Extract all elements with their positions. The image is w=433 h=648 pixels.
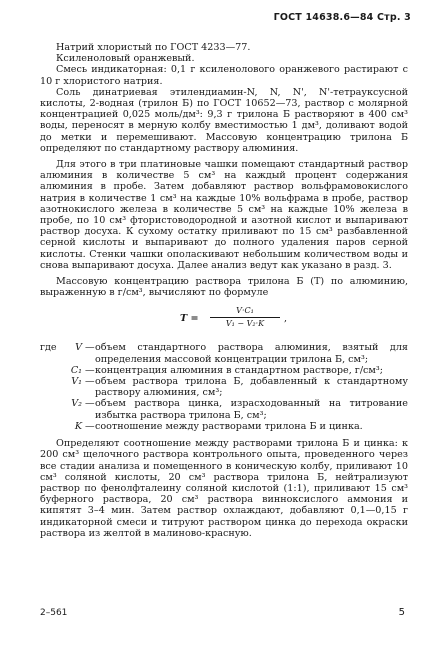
- definition-symbol: C₁: [70, 364, 82, 376]
- page-header: ГОСТ 14638.6—84 Стр. 3: [273, 12, 411, 23]
- definition-dash: —: [85, 364, 95, 376]
- formula-lhs: T =: [180, 313, 199, 325]
- definition-row: [40, 376, 408, 398]
- reagent-indicator-mixture: Смесь индикаторная: 0,1 г ксиленолового оранжевого растирают с 10 г хлористого натрия.: [40, 64, 408, 87]
- reagent-sodium-chloride: Натрий хлористый по ГОСТ 4233—77.: [56, 42, 251, 53]
- definitions-table: [40, 342, 408, 432]
- concentration-formula: [180, 305, 408, 333]
- procedure-paragraph: Для этого в три платиновые чашки помещают стандартный раствор алюминия в количестве 5 см³ на каждый процент содержания алюминия в пробе. Затем добавляют раствор вольфрамовокислого натрия в количестве 1 см³ на каждые 10% вольфрама в пробе, раствор азотнокислого железа в количестве 5 см³ на каждые 10% железа в пробе, по 10 см³ фтористоводородной и азотной кислот и выпаривают раствор досуха. К сухому остатку приливают по 15 см³ разбавленной серной кислоты и выпаривают до полного удаления паров серной кислоты. Стенки чашки ополаскивают небольшим количеством воды и снова выпаривают досуха. Далее анализ ведут как указано в разд. 3.: [40, 159, 408, 271]
- formula-tail: ,: [284, 313, 288, 325]
- footer-code: 2–561: [40, 608, 68, 618]
- definition-row: [40, 421, 408, 432]
- definition-dash: —: [85, 376, 95, 388]
- where-label: где: [40, 342, 57, 354]
- definition-text: соотношение между растворами трилона Б и цинка.: [95, 420, 363, 432]
- definition-dash: —: [85, 342, 95, 354]
- definition-symbol: V: [75, 342, 82, 354]
- definition-text: объем стандартного раствора алюминия, взятый для определения массовой концентрации трилона Б, см³;: [95, 342, 408, 365]
- reagent-trilon-b: Соль динатриевая этилендиамин-N, N, N', N'-тетрауксусной кислоты, 2-водная (трилон Б) по ГОСТ 10652—73, раствор с молярной концентрацией 0,025 моль/дм³: 9,3 г трилона Б растворяют в 400 см³ воды, переносят в мерную колбу вместимостью 1 дм³, доливают водой до метки и перемешивают. Массовую концентрацию трилона Б определяют по стандартному раствору алюминия.: [40, 86, 408, 154]
- definition-symbol: V₂: [71, 398, 82, 410]
- page-number: 5: [398, 607, 405, 618]
- formula-fraction: [210, 305, 280, 330]
- definition-dash: —: [85, 420, 95, 432]
- ratio-determination-paragraph: Определяют соотношение между растворами трилона Б и цинка: к 200 см³ щелочного раствора контрольного опыта, проведенного через все стадии анализа и помещенного в коническую колбу, приливают 10 см³ соляной кислоты, 20 см³ раствора трилона Б, нейтрализуют раствор по фенолфталеину соляной кислотой (1:1), приливают 15 см³ буферного раствора, 20 см³ раствора винноксиcлого аммония и кипятят 3–4 мин. Затем раствор охлаждают, добавляют 0,1—0,15 г индикаторной смеси и титруют раствором цинка до перехода окраски раствора из желтой в малиново-красную.: [40, 438, 408, 539]
- formula-numerator: V·C₁: [236, 306, 254, 316]
- page-content: [40, 42, 408, 539]
- definition-text: объем раствора цинка, израсходованный на титрование избытка раствора трилона Б, см³;: [95, 398, 408, 421]
- definition-row: [40, 342, 408, 364]
- formula-denominator: V₁ − V₂·K: [225, 319, 265, 329]
- definition-row: [40, 365, 408, 376]
- definition-dash: —: [85, 398, 95, 410]
- definition-symbol: V₁: [71, 376, 82, 388]
- definition-text: объем раствора трилона Б, добавленный к стандартному раствору алюминия, см³;: [95, 376, 408, 399]
- formula-intro-paragraph: Массовую концентрацию раствора трилона Б (T) по алюминию, выраженную в г/см³, вычисляют по формуле: [40, 276, 408, 299]
- definition-row: [40, 398, 408, 420]
- definition-text: концентрация алюминия в стандартном растворе, г/см³;: [95, 364, 383, 376]
- reagent-xylenol-orange: Ксиленоловый оранжевый.: [56, 53, 195, 65]
- definition-symbol: K: [74, 420, 82, 432]
